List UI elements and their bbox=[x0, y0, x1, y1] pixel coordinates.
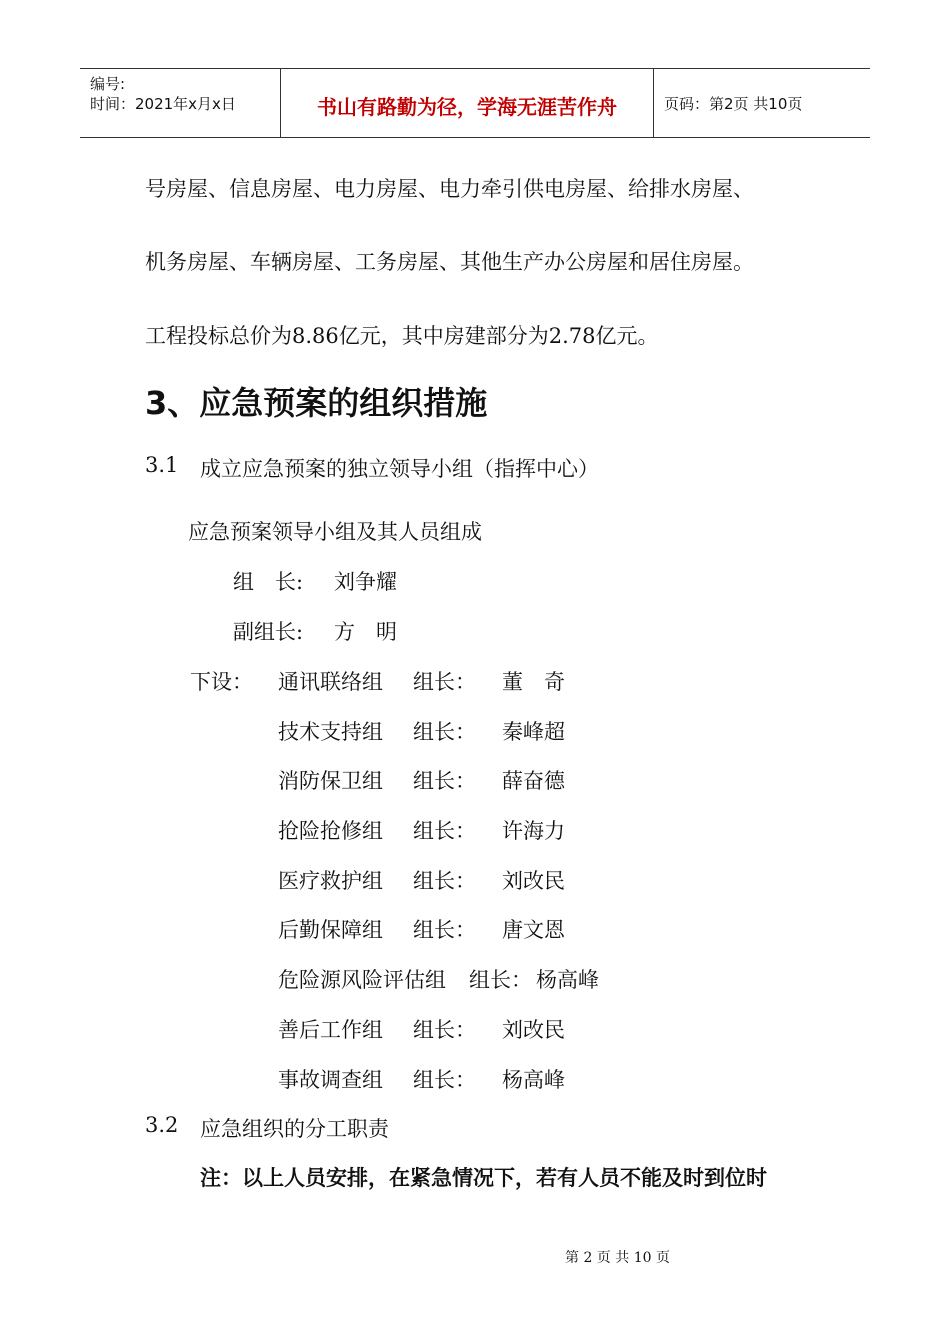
group-role: 组长： bbox=[413, 869, 476, 893]
group-role: 组长： bbox=[413, 1018, 476, 1042]
group-role: 组长： bbox=[413, 670, 476, 694]
group-name: 事故调查组 bbox=[278, 1068, 383, 1092]
paragraph-bid-price: 工程投标总价为8.86亿元，其中房建部分为2.78亿元。 bbox=[145, 324, 659, 348]
subsection-title: 应急组织的分工职责 bbox=[200, 1117, 389, 1141]
header-meta-cell bbox=[80, 69, 281, 137]
group-name: 技术支持组 bbox=[278, 720, 383, 744]
page-header bbox=[80, 68, 870, 138]
header-motto: 书山有路勤为径，学海无涯苦作舟 bbox=[317, 95, 617, 119]
section-title: 3、应急预案的组织措施 bbox=[145, 384, 488, 422]
page-footer: 第 2 页 共 10 页 bbox=[565, 1250, 670, 1266]
document-date-label: 时间：2021年x月x日 bbox=[90, 95, 236, 113]
group-name: 抢险抢修组 bbox=[278, 819, 383, 843]
group-leader: 许海力 bbox=[502, 819, 565, 843]
group-name: 善后工作组 bbox=[278, 1018, 383, 1042]
deputy-label: 副组长: bbox=[233, 620, 304, 644]
group-name: 后勤保障组 bbox=[278, 918, 383, 942]
group-leader: 刘改民 bbox=[502, 869, 565, 893]
group-leader: 薛奋德 bbox=[502, 769, 565, 793]
subsection-number: 3.1 bbox=[145, 453, 179, 477]
group-leader: 唐文恩 bbox=[502, 918, 565, 942]
group-role: 组长： bbox=[413, 819, 476, 843]
leader-name: 刘争耀 bbox=[334, 570, 397, 594]
header-page-cell bbox=[654, 69, 870, 137]
header-page-number: 页码：第2页 共10页 bbox=[664, 95, 803, 113]
group-role: 组长： bbox=[413, 769, 476, 793]
group-role: 组长： bbox=[413, 720, 476, 744]
group-name: 消防保卫组 bbox=[278, 769, 383, 793]
group-leader: 杨高峰 bbox=[536, 968, 599, 992]
group-leader: 刘改民 bbox=[502, 1018, 565, 1042]
group-role: 组长： bbox=[469, 968, 532, 992]
header-motto-cell bbox=[281, 69, 654, 137]
deputy-name: 方 明 bbox=[334, 620, 397, 644]
paragraph-line: 号房屋、信息房屋、电力房屋、电力牵引供电房屋、给排水房屋、 bbox=[145, 177, 754, 201]
group-role: 组长： bbox=[413, 918, 476, 942]
note-text: 注：以上人员安排，在紧急情况下，若有人员不能及时到位时 bbox=[200, 1166, 767, 1190]
group-leader: 秦峰超 bbox=[502, 720, 565, 744]
subsection-title: 成立应急预案的独立领导小组（指挥中心） bbox=[200, 457, 599, 481]
group-leader: 杨高峰 bbox=[502, 1068, 565, 1092]
leader-label: 组 长: bbox=[233, 570, 304, 594]
paragraph-line: 机务房屋、车辆房屋、工务房屋、其他生产办公房屋和居住房屋。 bbox=[145, 250, 754, 274]
group-role: 组长： bbox=[413, 1068, 476, 1092]
group-intro: 应急预案领导小组及其人员组成 bbox=[188, 520, 482, 544]
group-leader: 董 奇 bbox=[502, 670, 565, 694]
group-name: 医疗救护组 bbox=[278, 869, 383, 893]
subsection-number: 3.2 bbox=[145, 1113, 179, 1137]
group-name: 危险源风险评估组 bbox=[278, 968, 446, 992]
group-name: 通讯联络组 bbox=[278, 670, 383, 694]
document-number-label: 编号: bbox=[90, 75, 126, 93]
subgroups-label: 下设： bbox=[190, 670, 253, 694]
